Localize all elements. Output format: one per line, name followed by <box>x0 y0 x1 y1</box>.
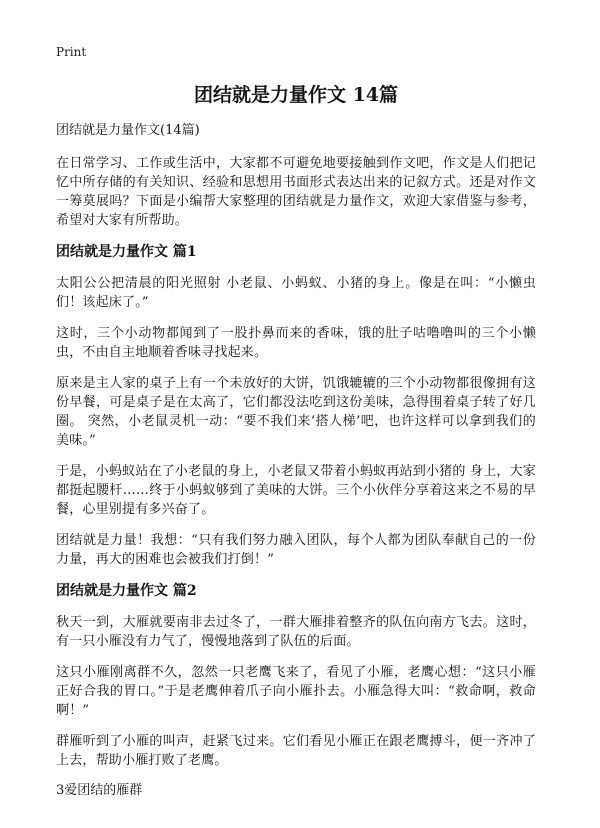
paragraph: 太阳公公把清晨的阳光照射 小老鼠、小蚂蚁、小猪的身上。像是在叫：“小懒虫们！该起床了。” <box>56 276 536 310</box>
paragraph: 秋天一到，大雁就要南非去过冬了，一群大雁排着整齐的队伍向南方飞去。这时，有一只小雁没有力气了，慢慢地落到了队伍的后面。 <box>56 615 536 649</box>
paragraph: 群雁听到了小雁的叫声，赶紧飞过来。它们看见小雁正在跟老鹰搏斗，便一齐冲了上去，帮助小雁打败了老鹰。 <box>56 734 536 768</box>
section-heading-2: 团结就是力量作文 篇2 <box>56 583 197 599</box>
document-subtitle: 团结就是力量作文(14篇) <box>56 123 200 138</box>
page-title: 团结就是力量作文 14篇 <box>193 84 399 106</box>
sub-heading: 3爱团结的雁群 <box>56 783 143 798</box>
paragraph: 这只小雁刚离群不久，忽然一只老鹰飞来了，看见了小雁，老鹰心想：“这只小雁正好合我的胃口。”于是老鹰伸着爪子向小雁扑去。小雁急得大叫：“救命啊，救命啊！” <box>56 665 536 718</box>
paragraph: 原来是主人家的桌子上有一个未放好的大饼，饥饿辘辘的三个小动物都很像拥有这份早餐，可是桌子是在太高了，它们都没法吃到这份美味，急得围着桌子转了好几圈。 突然，小老鼠灵机一动：“要不我们来‘搭人梯’吧，也许这样可以拿到我们的美味。” <box>56 376 536 448</box>
paragraph: 于是，小蚂蚁站在了小老鼠的身上，小老鼠又带着小蚂蚁再站到小猪的 身上，大家都挺起腰杆……终于小蚂蚁够到了美味的大饼。三个小伙伴分享着这来之不易的早餐，心里别提有多兴奋了。 <box>56 464 536 517</box>
section-heading-1: 团结就是力量作文 篇1 <box>56 244 197 260</box>
paragraph: 团结就是力量！我想：“只有我们努力融入团队，每个人都为团队奉献自己的一份力量，再大的困难也会被我们打倒！” <box>56 533 536 567</box>
print-link[interactable]: Print <box>56 45 87 59</box>
intro-paragraph: 在日常学习、工作或生活中，大家都不可避免地要接触到作文吧，作文是人们把记忆中所存储的有关知识、经验和思想用书面形式表达出来的记叙方式。还是对作文一筹莫展吗？下面是小编帮大家整理的团结就是力量作文，欢迎大家借鉴与参考，希望对大家有所帮助。 <box>56 156 536 228</box>
paragraph: 这时，三个小动物都闻到了一股扑鼻而来的香味，饿的肚子咕噜噜叫的三个小懒虫，不由自主地顺着香味寻找起来。 <box>56 326 536 360</box>
